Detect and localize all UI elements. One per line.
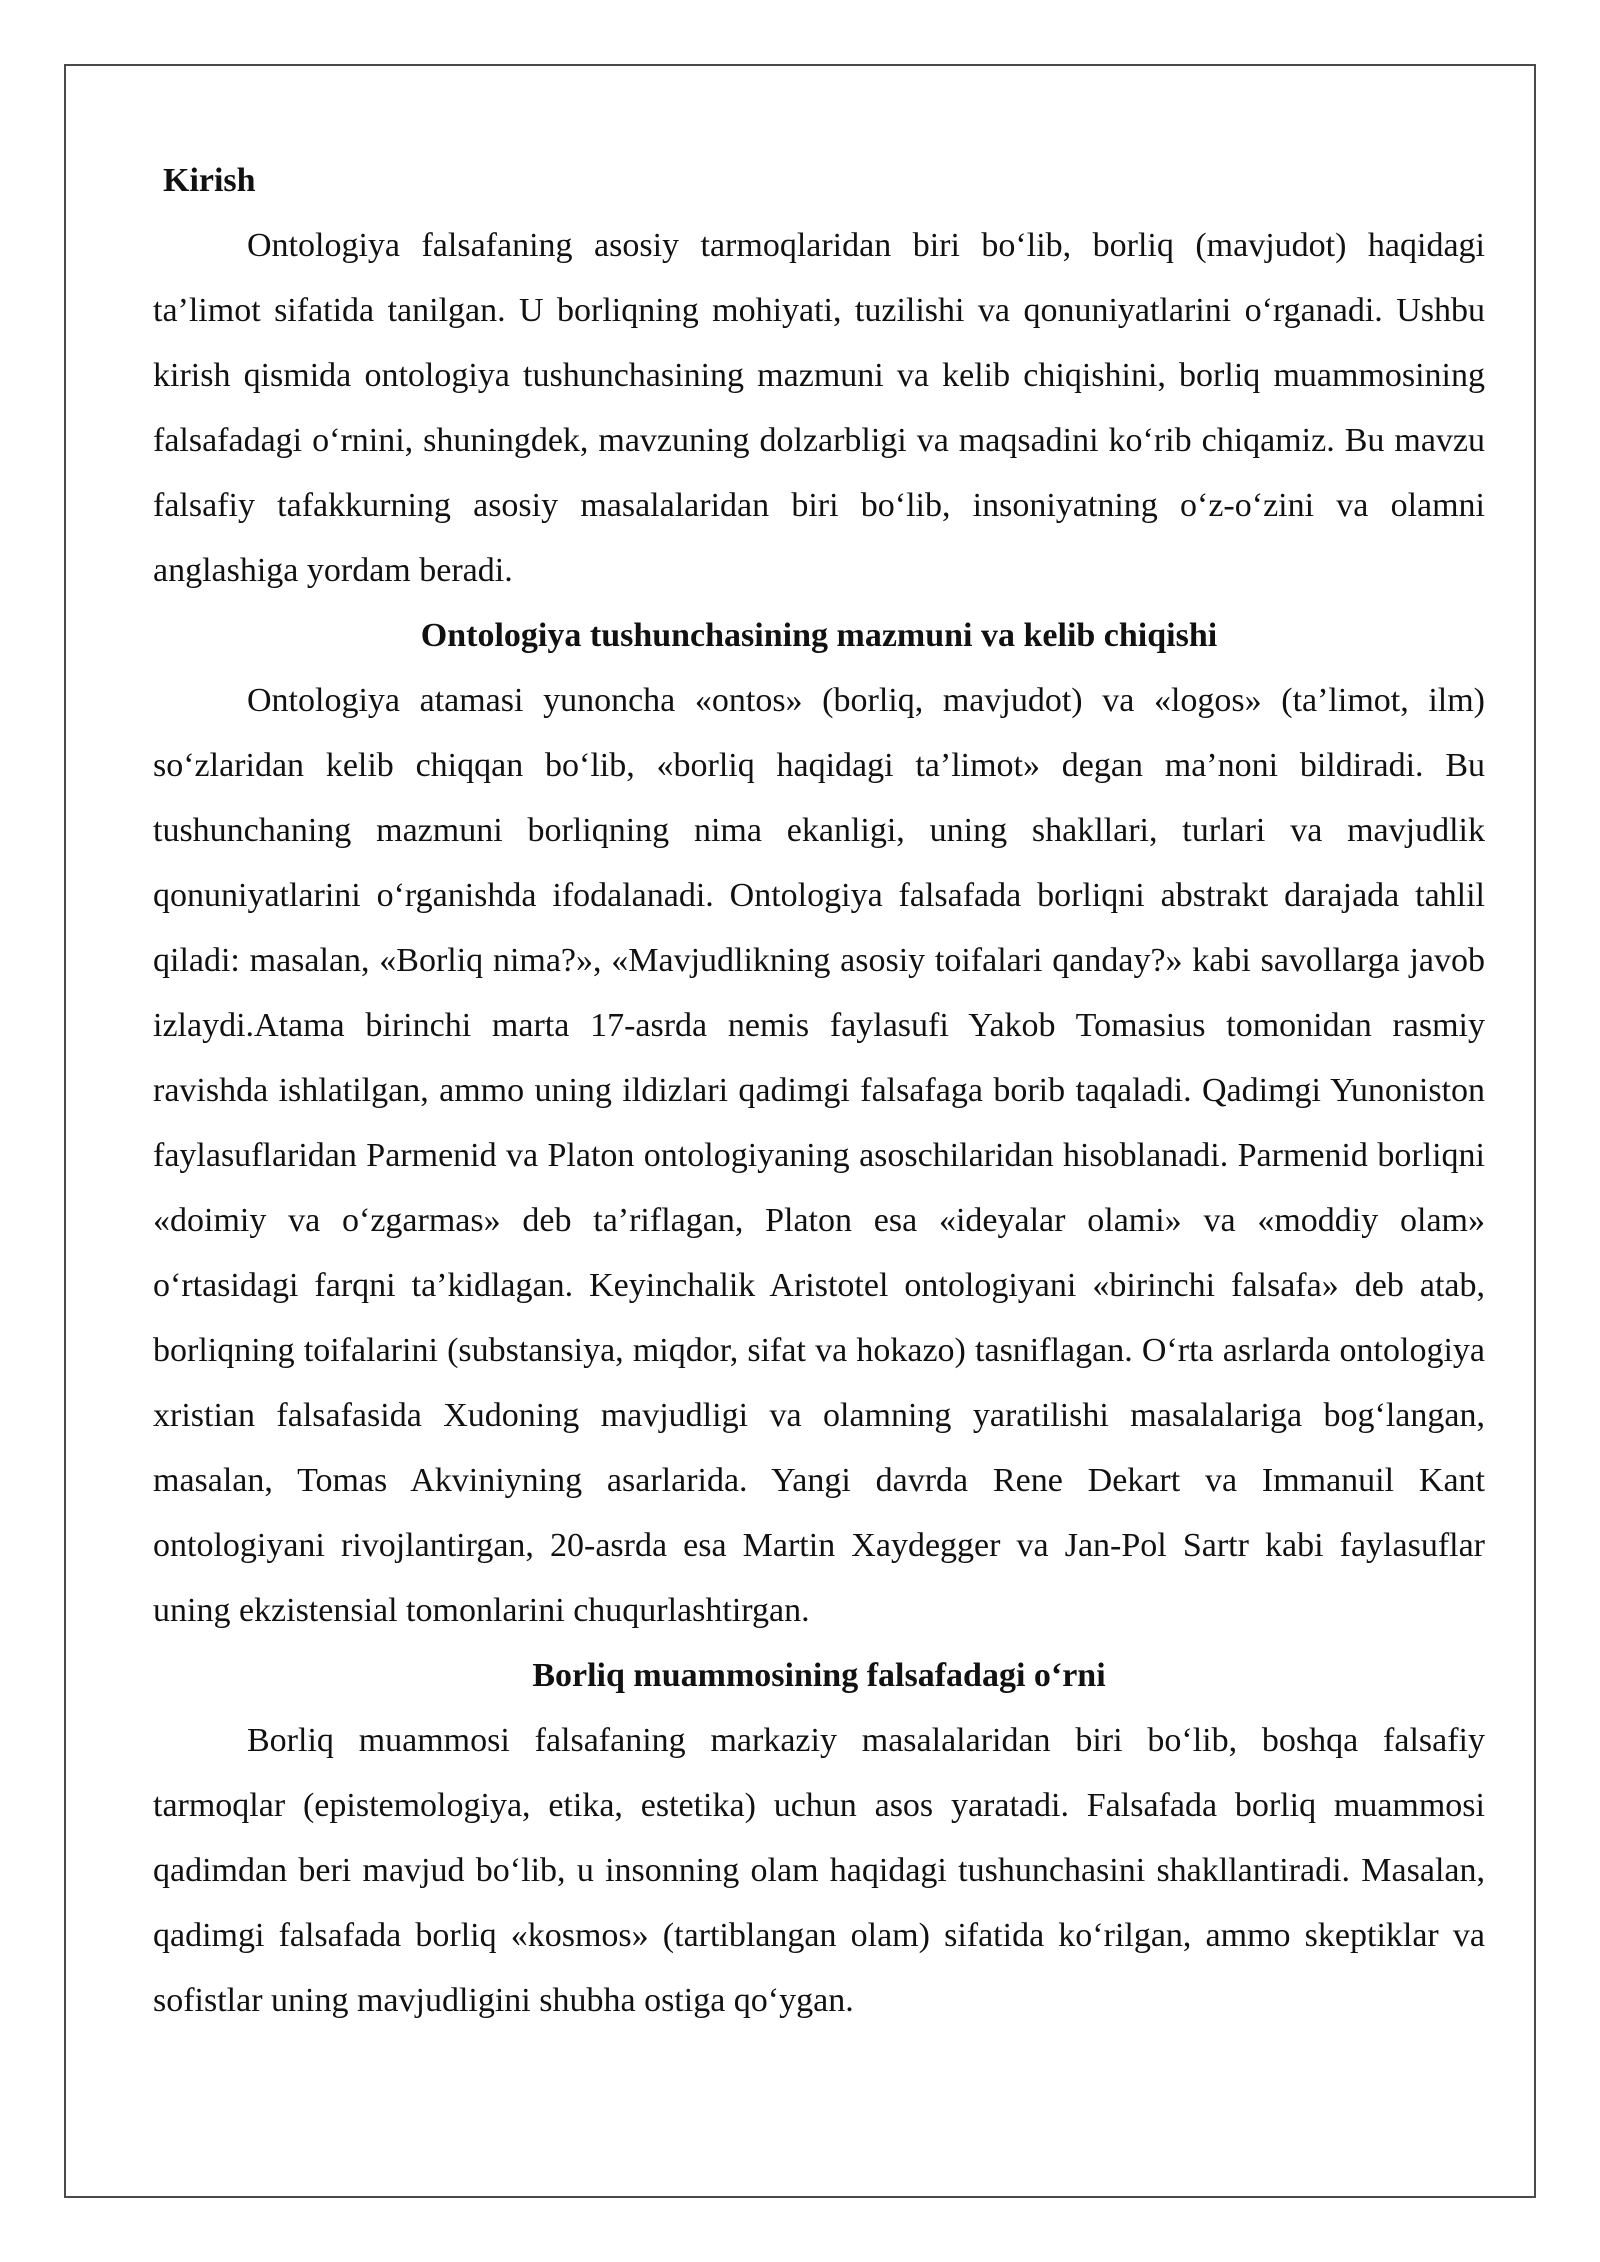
paragraph-ontologiya-tushunchasi: Ontologiya atamasi yunoncha «ontos» (borliq, mavjudot) va «logos» (ta’limot, ilm) so‘zlaridan kelib chiqqan bo‘lib, «borliq haqidagi ta’limot» degan ma’noni bildiradi. Bu tushunchaning mazmuni borliqning nima ekanligi, uning shakllari, turlari va mavjudlik qonuniyatlarini o‘rganishda ifodalanadi. Ontologiya falsafada borliqni abstrakt darajada tahlil qiladi: masalan, «Borliq nima?», «Mavjudlikning asosiy toifalari qanday?» kabi savollarga javob izlaydi.Atama birinchi marta 17-asrda nemis faylasufi Yakob Tomasius tomonidan rasmiy ravishda ishlatilgan, ammo uning ildizlari qadimgi falsafaga borib taqaladi. Qadimgi Yunoniston faylasuflaridan Parmenid va Platon ontologiyaning asoschilaridan hisoblanadi. Parmenid borliqni «doimiy va o‘zgarmas» deb ta’riflagan, Platon esa «ideyalar olami» va «moddiy olam» o‘rtasidagi farqni ta’kidlagan. Keyinchalik Aristotel ontologiyani «birinchi falsafa» deb atab, borliqning toifalarini (substansiya, miqdor, sifat va hokazo) tasniflagan. O‘rta asrlarda ontologiya xristian falsafasida Xudoning mavjudligi va olamning yaratilishi masalalariga bog‘langan, masalan, Tomas Akviniyning asarlarida. Yangi davrda Rene Dekart va Immanuil Kant ontologiyani rivojlantirgan, 20-asrda esa Martin Xaydegger va Jan-Pol Sartr kabi faylasuflar uning ekzistensial tomonlarini chuqurlashtirgan. [153,682,1485,1629]
document-body [153,148,1485,2033]
paragraph-borliq-muammosi: Borliq muammosi falsafaning markaziy masalalaridan biri bo‘lib, boshqa falsafiy tarmoqlar (epistemologiya, etika, estetika) uchun asos yaratadi. Falsafada borliq muammosi qadimdan beri mavjud bo‘lib, u insonning olam haqidagi tushunchasini shakllantiradi. Masalan, qadimgi falsafada borliq «kosmos» (tartiblangan olam) sifatida ko‘rilgan, ammo skeptiklar va sofistlar uning mavjudligini shubha ostiga qo‘ygan. [153,1722,1485,2019]
section-heading-kirish: Kirish [163,162,256,199]
paragraph-kirish: Ontologiya falsafaning asosiy tarmoqlaridan biri bo‘lib, borliq (mavjudot) haqidagi ta’limot sifatida tanilgan. U borliqning mohiyati, tuzilishi va qonuniyatlarini o‘rganadi. Ushbu kirish qismida ontologiya tushunchasining mazmuni va kelib chiqishini, borliq muammosining falsafadagi o‘rnini, shuningdek, mavzuning dolzarbligi va maqsadini ko‘rib chiqamiz. Bu mavzu falsafiy tafakkurning asosiy masalalaridan biri bo‘lib, insoniyatning o‘z-o‘zini va olamni anglashiga yordam beradi. [153,227,1485,589]
section-heading-borliq-muammosi: Borliq muammosining falsafadagi o‘rni [532,1657,1106,1694]
section-heading-ontologiya-tushunchasi: Ontologiya tushunchasining mazmuni va kelib chiqishi [420,617,1218,654]
